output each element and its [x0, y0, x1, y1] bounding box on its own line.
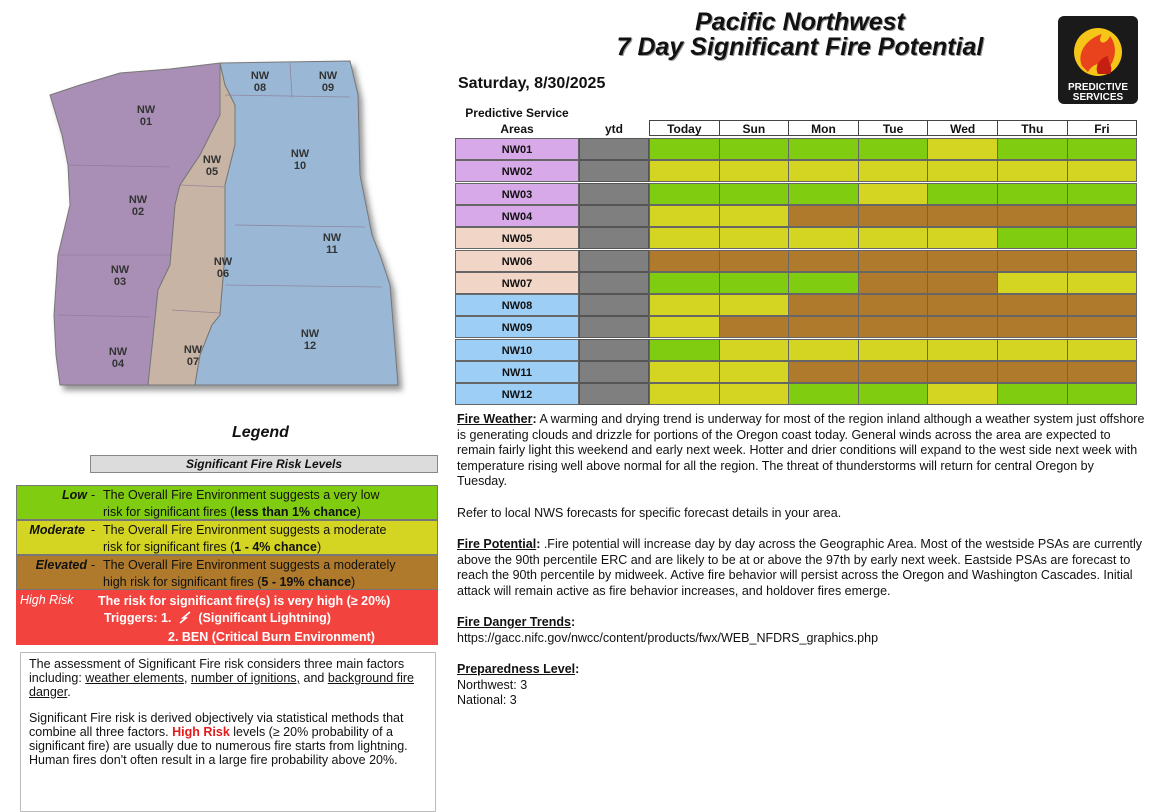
legend-high — [16, 590, 438, 645]
refer-text: Refer to local NWS forecasts for specific forecast details in your area. — [457, 505, 842, 520]
risk-cell-nw08-sun — [719, 294, 790, 316]
day-header-4: Wed — [927, 120, 998, 136]
legend-subtitle: Significant Fire Risk Levels — [90, 455, 438, 473]
psa-label-nw01: NW01 — [455, 138, 579, 160]
risk-cell-nw10-today — [649, 339, 720, 361]
ytd-cell — [579, 294, 649, 316]
map-label-nw03: NW — [110, 264, 130, 276]
risk-cell-nw07-today — [649, 272, 720, 294]
assess-p2-b: levels (≥ 20% probability of a significant fire) are usually due to numerous fire starts from lightning. Human fires don't often result in a large fire probability above 20%. — [29, 725, 408, 767]
risk-cell-nw02-mon — [788, 160, 859, 182]
risk-cell-nw01-sun — [719, 138, 790, 160]
logo-text-2: SERVICES — [1072, 92, 1124, 103]
fire-danger-trends-link[interactable]: https://gacc.nifc.gov/nwcc/content/products/fwx/WEB_NFDRS_graphics.php — [457, 630, 879, 645]
assess-weather-elements: weather elements — [85, 671, 184, 685]
risk-cell-nw03-today — [649, 183, 720, 205]
risk-cell-nw02-wed — [927, 160, 998, 182]
legend-low — [16, 485, 438, 520]
psa-label-nw03: NW03 — [455, 183, 579, 205]
ytd-header: ytd — [605, 122, 623, 136]
risk-cell-nw11-today — [649, 361, 720, 383]
map-label-nw04: NW — [108, 346, 128, 358]
risk-cell-nw04-fri — [1067, 205, 1138, 227]
risk-cell-nw12-mon — [788, 383, 859, 405]
risk-cell-nw05-wed — [927, 227, 998, 249]
map-label-nw08: NW — [250, 70, 270, 82]
map-label-nw10: NW — [290, 148, 310, 160]
legend-high-line1: The risk for significant fire(s) is very high (≥ 20%) — [98, 594, 391, 608]
map-label-nw09: NW — [318, 70, 338, 82]
assess-ignitions: number of ignitions, — [190, 671, 301, 685]
fire-potential-colon: : — [536, 537, 541, 551]
risk-cell-nw10-thu — [997, 339, 1068, 361]
legend-elevated-text1: The Overall Fire Environment suggests a moderately — [103, 558, 396, 572]
legend-high-lightning: (Significant Lightning) — [198, 611, 331, 625]
psa-label-nw04: NW04 — [455, 205, 579, 227]
risk-cell-nw05-today — [649, 227, 720, 249]
day-header-3: Tue — [858, 120, 929, 136]
risk-cell-nw03-tue — [858, 183, 929, 205]
day-header-5: Thu — [997, 120, 1068, 136]
map-label-nw11: NW — [322, 232, 342, 244]
preparedness-national: National: 3 — [457, 693, 517, 707]
risk-cell-nw07-sun — [719, 272, 790, 294]
risk-cell-nw06-sun — [719, 250, 790, 272]
assess-p2-a: Significant Fire risk is derived objectively via statistical methods that combine all three factors. — [29, 711, 404, 739]
risk-cell-nw03-mon — [788, 183, 859, 205]
risk-cell-nw08-tue — [858, 294, 929, 316]
forecast-date: Saturday, 8/30/2025 — [458, 75, 606, 92]
risk-cell-nw10-mon — [788, 339, 859, 361]
risk-cell-nw03-fri — [1067, 183, 1138, 205]
title-line-1: Pacific Northwest — [695, 8, 905, 36]
legend-title: Legend — [232, 424, 289, 441]
assess-p1-a: The assessment of Significant Fire risk considers three main factors including: — [29, 657, 405, 685]
map-label-nw07: NW — [183, 344, 203, 356]
psa-label-nw02: NW02 — [455, 160, 579, 182]
legend-low-bold: less than 1% chance — [234, 505, 357, 519]
ytd-cell — [579, 361, 649, 383]
day-header-2: Mon — [788, 120, 859, 136]
risk-cell-nw02-fri — [1067, 160, 1138, 182]
risk-cell-nw05-mon — [788, 227, 859, 249]
fire-weather-colon: : — [532, 412, 537, 426]
risk-cell-nw12-wed — [927, 383, 998, 405]
risk-cell-nw03-sun — [719, 183, 790, 205]
map-label-num-nw05: 05 — [205, 166, 219, 178]
psa-label-nw11: NW11 — [455, 361, 579, 383]
risk-cell-nw04-sun — [719, 205, 790, 227]
fire-danger-trends-colon: : — [570, 615, 576, 629]
map-label-nw12: NW — [300, 328, 320, 340]
discussion-text — [457, 412, 1147, 725]
risk-cell-nw04-tue — [858, 205, 929, 227]
risk-cell-nw01-tue — [858, 138, 929, 160]
risk-cell-nw03-wed — [927, 183, 998, 205]
legend-high-ben: 2. BEN (Critical Burn Environment) — [168, 630, 375, 644]
assess-end: . — [67, 685, 71, 699]
risk-cell-nw09-thu — [997, 316, 1068, 338]
risk-cell-nw10-fri — [1067, 339, 1138, 361]
legend-elevated-end: ) — [351, 575, 356, 589]
psa-label-nw07: NW07 — [455, 272, 579, 294]
risk-cell-nw04-today — [649, 205, 720, 227]
risk-cell-nw04-mon — [788, 205, 859, 227]
preparedness-colon: : — [575, 662, 580, 676]
fire-potential-heading: Fire Potential — [457, 537, 537, 551]
risk-cell-nw09-mon — [788, 316, 859, 338]
map-label-num-nw06: 06 — [216, 268, 230, 280]
preparedness-heading: Preparedness Level — [457, 662, 576, 676]
risk-cell-nw08-mon — [788, 294, 859, 316]
map-label-num-nw12: 12 — [303, 340, 317, 352]
psa-label-nw12: NW12 — [455, 383, 579, 405]
preparedness-northwest: Northwest: 3 — [457, 677, 528, 692]
risk-cell-nw09-wed — [927, 316, 998, 338]
risk-cell-nw04-thu — [997, 205, 1068, 227]
day-header-6: Fri — [1067, 120, 1138, 136]
map-label-num-nw09: 09 — [321, 82, 335, 94]
risk-cell-nw02-thu — [997, 160, 1068, 182]
ytd-cell — [579, 160, 649, 182]
risk-cell-nw07-fri — [1067, 272, 1138, 294]
risk-cell-nw02-tue — [858, 160, 929, 182]
ytd-cell — [579, 183, 649, 205]
map-label-num-nw10: 10 — [293, 160, 307, 172]
risk-cell-nw11-thu — [997, 361, 1068, 383]
risk-cell-nw01-thu — [997, 138, 1068, 160]
assess-high-risk: High Risk — [172, 725, 230, 739]
assess-background: background fire danger — [29, 671, 414, 699]
risk-cell-nw01-mon — [788, 138, 859, 160]
map-label-num-nw08: 08 — [253, 82, 267, 94]
day-header-1: Sun — [719, 120, 790, 136]
assessment-box — [20, 652, 436, 812]
risk-cell-nw12-thu — [997, 383, 1068, 405]
risk-cell-nw06-wed — [927, 250, 998, 272]
map-label-num-nw11: 11 — [326, 244, 338, 256]
legend-elevated-text2: high risk for significant fires ( — [103, 575, 262, 589]
day-header-0: Today — [649, 120, 720, 136]
ytd-cell — [579, 205, 649, 227]
risk-cell-nw07-mon — [788, 272, 859, 294]
legend-low-dash: - — [91, 488, 96, 502]
legend-elevated — [16, 555, 438, 590]
risk-cell-nw08-today — [649, 294, 720, 316]
risk-cell-nw11-sun — [719, 361, 790, 383]
risk-cell-nw05-thu — [997, 227, 1068, 249]
legend-high-name: High Risk — [20, 593, 74, 607]
risk-cell-nw11-tue — [858, 361, 929, 383]
risk-cell-nw09-sun — [719, 316, 790, 338]
risk-cell-nw11-mon — [788, 361, 859, 383]
map-label-num-nw07: 07 — [186, 356, 200, 368]
legend-moderate-text1: The Overall Fire Environment suggests a moderate — [103, 523, 387, 537]
risk-cell-nw05-tue — [858, 227, 929, 249]
legend-high-triggers: Triggers: 1. — [104, 611, 172, 625]
risk-cell-nw06-tue — [858, 250, 929, 272]
psa-header-1: Predictive Service — [465, 106, 569, 120]
assess-sep1: , — [183, 671, 191, 685]
risk-cell-nw08-fri — [1067, 294, 1138, 316]
risk-cell-nw07-wed — [927, 272, 998, 294]
logo-text-1: PREDICTIVE — [1067, 82, 1129, 93]
ytd-cell — [579, 339, 649, 361]
risk-cell-nw09-today — [649, 316, 720, 338]
map-label-nw01: NW — [136, 104, 156, 116]
risk-cell-nw12-sun — [719, 383, 790, 405]
map-label-num-nw02: 02 — [131, 206, 145, 218]
psa-label-nw05: NW05 — [455, 227, 579, 249]
legend-moderate-dash: - — [91, 523, 96, 537]
legend-elevated-name: Elevated — [35, 558, 87, 572]
risk-cell-nw08-thu — [997, 294, 1068, 316]
fire-weather-heading: Fire Weather — [457, 412, 533, 426]
risk-cell-nw11-fri — [1067, 361, 1138, 383]
risk-cell-nw12-today — [649, 383, 720, 405]
risk-cell-nw06-mon — [788, 250, 859, 272]
risk-cell-nw03-thu — [997, 183, 1068, 205]
risk-cell-nw05-fri — [1067, 227, 1138, 249]
risk-cell-nw07-tue — [858, 272, 929, 294]
predictive-services-logo — [1058, 16, 1138, 104]
psa-label-nw06: NW06 — [455, 250, 579, 272]
legend-low-name: Low — [62, 488, 87, 502]
title-line-2: 7 Day Significant Fire Potential — [616, 33, 984, 61]
risk-cell-nw06-thu — [997, 250, 1068, 272]
risk-cell-nw01-fri — [1067, 138, 1138, 160]
risk-cell-nw01-today — [649, 138, 720, 160]
map-label-num-nw03: 03 — [113, 276, 127, 288]
legend-moderate — [16, 520, 438, 555]
risk-cell-nw10-sun — [719, 339, 790, 361]
risk-cell-nw09-fri — [1067, 316, 1138, 338]
fire-weather-text: A warming and drying trend is underway for most of the region inland although a weather system just offshore is generating clouds and drizzle for portions of the Oregon coast today. General winds across the area are expected to remain fairly light this weekend and early next week. Hotter and drier conditions will expand to the west side next week with temperature rising well above normal for all the region. The threat of thunderstorms will return for central Oregon by Tuesday. — [457, 412, 1145, 488]
fire-potential-text: .Fire potential will increase day by day across the Geographic Area. Most of the westside PSAs are currently above the 90th percentile ERC and are likely to be at or above the 97th by early next week. Eastside PSAs are forecast to reach the 90th percentile by midweek. Active fire behavior will persist across the Oregon and Washington Cascades. Initial attack will remain active as fire behavior increases, and holdover fires emerge. — [457, 537, 1143, 598]
risk-cell-nw06-fri — [1067, 250, 1138, 272]
legend-moderate-bold: 1 - 4% chance — [234, 540, 317, 554]
risk-cell-nw11-wed — [927, 361, 998, 383]
legend-moderate-end: ) — [316, 540, 322, 554]
ytd-cell — [579, 383, 649, 405]
risk-cell-nw12-fri — [1067, 383, 1138, 405]
ytd-cell — [579, 227, 649, 249]
psa-label-nw09: NW09 — [455, 316, 579, 338]
risk-cell-nw02-sun — [719, 160, 790, 182]
risk-cell-nw02-today — [649, 160, 720, 182]
assess-sep2: and — [300, 671, 328, 685]
risk-cell-nw04-wed — [927, 205, 998, 227]
risk-cell-nw10-tue — [858, 339, 929, 361]
ytd-cell — [579, 272, 649, 294]
map-label-nw02: NW — [128, 194, 148, 206]
psa-header-2: Areas — [500, 122, 534, 136]
fire-danger-trends-heading: Fire Danger Trends — [457, 615, 571, 629]
risk-cell-nw05-sun — [719, 227, 790, 249]
ytd-cell — [579, 250, 649, 272]
risk-cell-nw01-wed — [927, 138, 998, 160]
psa-map — [20, 55, 430, 400]
risk-cell-nw10-wed — [927, 339, 998, 361]
psa-label-nw10: NW10 — [455, 339, 579, 361]
ytd-cell — [579, 138, 649, 160]
risk-cell-nw07-thu — [997, 272, 1068, 294]
lightning-icon — [179, 611, 191, 629]
risk-cell-nw12-tue — [858, 383, 929, 405]
legend-low-end: ) — [356, 505, 361, 519]
legend-low-text1: The Overall Fire Environment suggests a very low — [103, 488, 380, 502]
map-label-num-nw01: 01 — [139, 116, 153, 128]
legend-elevated-dash: - — [91, 558, 96, 572]
risk-cell-nw09-tue — [858, 316, 929, 338]
legend-moderate-name: Moderate — [29, 523, 85, 537]
risk-cell-nw06-today — [649, 250, 720, 272]
psa-label-nw08: NW08 — [455, 294, 579, 316]
map-label-nw06: NW — [213, 256, 233, 268]
risk-cell-nw08-wed — [927, 294, 998, 316]
legend-low-text2: risk for significant fires ( — [103, 505, 235, 519]
legend-elevated-bold: 5 - 19% chance — [261, 575, 352, 589]
legend-moderate-text2: risk for significant fires ( — [103, 540, 235, 554]
map-label-nw05: NW — [202, 154, 222, 166]
ytd-cell — [579, 316, 649, 338]
map-label-num-nw04: 04 — [111, 358, 125, 370]
